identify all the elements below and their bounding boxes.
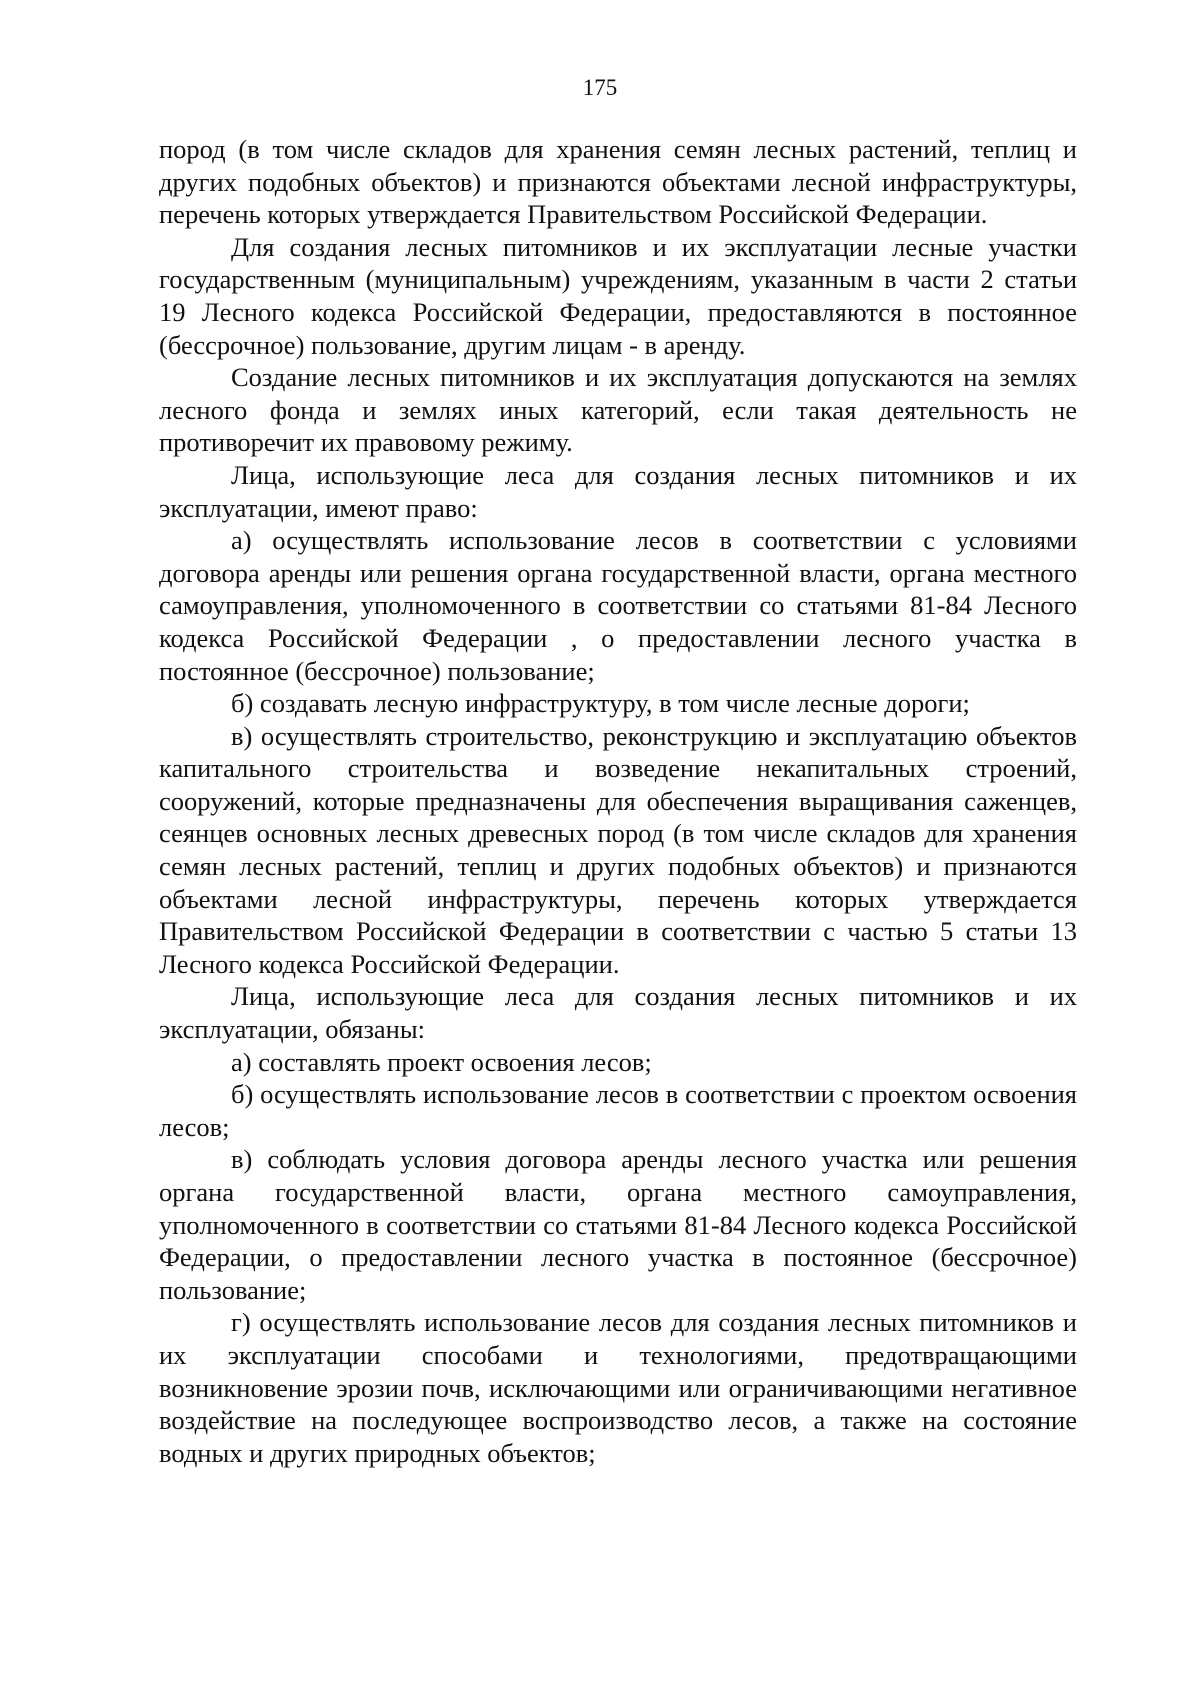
list-item-duties-d: г) осуществлять использование лесов для создания лесных питомников и их эксплуатации способами и технологиями, предотвращающими возникновение эрозии почв, исключающими или ограничивающими негативное воздействие на последующее воспроизводство лесов, а также на состояние водных и других природных объектов; bbox=[159, 1307, 1077, 1468]
paragraph: пород (в том числе складов для хранения семян лесных растений, теплиц и других подобных объектов) и признаются объектами лесной инфраструктуры, перечень которых утверждается Правительством Российской Федерации. bbox=[159, 134, 1077, 230]
list-item-rights-c: в) осуществлять строительство, реконструкцию и эксплуатацию объектов капитального строительства и возведение некапитальных строений, сооружений, которые предназначены для обеспечения выращивания саженцев, сеянцев основных лесных древесных пород (в том числе складов для хранения семян лесных растений, теплиц и других подобных объектов) и признаются объектами лесной инфраструктуры, перечень которых утверждается Правительством Российской Федерации в соответствии с частью 5 статьи 13 Лесного кодекса Российской Федерации. bbox=[159, 720, 1077, 979]
document-body bbox=[159, 133, 1077, 1469]
list-item-duties-a: а) составлять проект освоения лесов; bbox=[231, 1046, 652, 1077]
paragraph: Лица, использующие леса для создания лесных питомников и их эксплуатации, имеют право: bbox=[159, 459, 1077, 523]
paragraph: Создание лесных питомников и их эксплуатация допускаются на землях лесного фонда и землях иных категорий, если такая деятельность не противоречит их правовому режиму. bbox=[159, 362, 1077, 458]
list-item-duties-b: б) осуществлять использование лесов в соответствии с проектом освоения лесов; bbox=[159, 1079, 1077, 1142]
paragraph: Для создания лесных питомников и их эксплуатации лесные участки государственным (муниципальным) учреждениям, указанным в части 2 статьи 19 Лесного кодекса Российской Федерации, предоставляются в постоянное (бессрочное) пользование, другим лицам - в аренду. bbox=[159, 231, 1077, 360]
list-item-rights-b: б) создавать лесную инфраструктуру, в том числе лесные дороги; bbox=[231, 688, 970, 719]
page-number: 175 bbox=[582, 75, 618, 100]
list-item-duties-c: в) соблюдать условия договора аренды лесного участка или решения органа государственной власти, органа местного самоуправления, уполномоченного в соответствии со статьями 81-84 Лесного кодекса Российской Федерации, о предоставлении лесного участка в постоянное (бессрочное) пользование; bbox=[159, 1144, 1077, 1305]
list-item-rights-a: а) осуществлять использование лесов в соответствии с условиями договора аренды или решения органа государственной власти, органа местного самоуправления, уполномоченного в соответствии со статьями 81-84 Лесного кодекса Российской Федерации , о предоставлении лесного участка в постоянное (бессрочное) пользование; bbox=[159, 525, 1077, 686]
paragraph: Лица, использующие леса для создания лесных питомников и их эксплуатации, обязаны: bbox=[159, 981, 1077, 1045]
